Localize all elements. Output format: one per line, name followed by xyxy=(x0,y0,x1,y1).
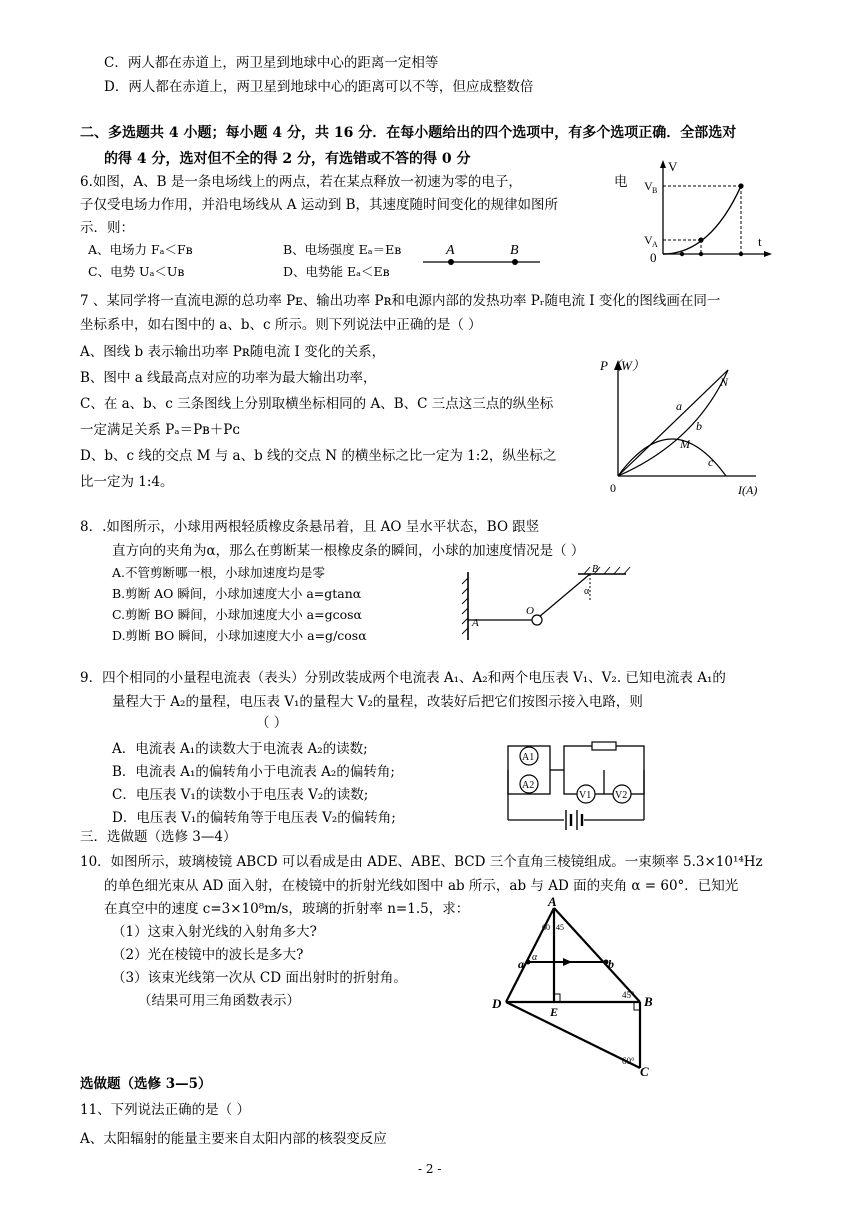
q7-option-d-line1: D、b、c 线的交点 M 与 a、b 线的交点 N 的横坐标之比一定为 1:2，纵坐标之 xyxy=(80,448,557,464)
q10-sub-3: （3）该束光线第一次从 CD 面出射时的折射角。 xyxy=(112,970,407,986)
origin-label: 0 xyxy=(650,250,657,265)
q9-stem-line2: 量程大于 A₂的量程，电压表 V₁的量程大 V₂的量程，改装好后把它们按图示接入电路，则 xyxy=(112,694,643,710)
label-b-8: B xyxy=(592,564,599,575)
velocity-curve xyxy=(663,186,741,254)
q10-sub-2: （2）光在棱镜中的波长是多大? xyxy=(112,947,304,963)
axis-label-p: P（W） xyxy=(600,358,645,373)
q8-option-b: B.剪断 AO 瞬间，小球加速度大小 a=gtanα xyxy=(112,586,362,601)
meter-a1-label: A1 xyxy=(522,752,535,763)
q6-stem-line1-end: 电 xyxy=(614,174,628,190)
vb-label: V xyxy=(644,179,653,193)
q7-option-c-line1: C、在 a、b、c 三条图线上分别取横坐标相同的 A、B、C 三点这三点的纵坐标 xyxy=(80,396,554,412)
point-b-label: b xyxy=(608,957,614,971)
label-c-7: c xyxy=(708,455,714,469)
point-a-vt xyxy=(698,237,703,242)
section2-heading-line1: 二、多选题共 4 小题；每小题 4 分，共 16 分．在每小题给出的四个选项中，有多个选项正确．全部选对 xyxy=(80,125,737,141)
angle-60-c: 60° xyxy=(622,1056,635,1066)
ray-arrow xyxy=(563,958,572,966)
point-b xyxy=(512,259,518,265)
vertex-c: C xyxy=(640,1064,649,1079)
t-tick-3 xyxy=(739,252,743,256)
label-a-8: A xyxy=(472,617,479,629)
t-tick-2 xyxy=(699,252,703,256)
q7-option-c-line2: 一定满足关系 Pₐ＝Pʙ＋Pᴄ xyxy=(80,422,240,438)
q7-option-d-line2: 比一定为 1:4。 xyxy=(80,474,174,490)
edge-dc xyxy=(506,1002,640,1068)
q7-option-a: A、图线 b 表示输出功率 Pʀ随电流 I 变化的关系， xyxy=(80,344,386,360)
q8-option-c: C.剪断 BO 瞬间，小球加速度大小 a=gcosα xyxy=(112,607,362,622)
angle-45-b: 45° xyxy=(622,990,635,1000)
q6-option-c: C、电势 Uₐ＜Uʙ xyxy=(88,264,185,279)
t-axis-arrow xyxy=(764,251,772,257)
q5-option-c: C．两人都在赤道上，两卫星到地球中心的距离一定相等 xyxy=(104,55,439,71)
vertex-a: A xyxy=(548,894,557,909)
q8-option-d: D.剪断 BO 瞬间，小球加速度大小 a=g/cosα xyxy=(112,628,367,643)
vertex-b: B xyxy=(644,994,653,1009)
q9-stem-line1: 9．四个相同的小量程电流表（表头）分别改装成两个电流表 A₁、A₂和两个电压表 V₁、V₂. 已知电流表 A₁的 xyxy=(80,670,726,686)
t-tick-1 xyxy=(680,252,684,256)
point-a-small xyxy=(526,960,531,965)
meter-a2-label: A2 xyxy=(522,780,535,791)
edge-ab xyxy=(554,908,640,1002)
section35-title: 选做题（选修 3—5） xyxy=(80,1076,212,1092)
point-a-label: a xyxy=(518,957,524,971)
q10-stem-line3: 在真空中的速度 c=3×10⁸m/s，玻璃的折射率 n=1.5，求： xyxy=(104,901,470,917)
va-label: V xyxy=(644,233,653,247)
q7-option-b: B、图中 a 线最高点对应的功率为最大输出功率， xyxy=(80,370,377,386)
meter-v2-label: V2 xyxy=(615,790,628,801)
label-alpha-8: α xyxy=(584,586,590,597)
page-number: - 2 - xyxy=(418,1162,442,1176)
angle-45-top: 45 xyxy=(556,923,564,932)
q8-rubber-band-figure xyxy=(460,562,630,644)
label-n: N xyxy=(720,375,729,389)
q9-circuit-diagram xyxy=(500,738,660,826)
q9-option-b: B．电流表 A₁的偏转角小于电流表 A₂的偏转角; xyxy=(112,764,395,780)
point-b-vt xyxy=(738,183,743,188)
q6-option-a: A、电场力 Fₐ＜Fʙ xyxy=(88,242,193,257)
q11-stem: 11、下列说法正确的是（ ） xyxy=(80,1102,250,1118)
q10-sub-1: （1）这束入射光线的入射角多大? xyxy=(112,924,317,940)
alpha-label: α xyxy=(532,952,538,963)
q7-stem-line1: 7 、某同学将一直流电源的总功率 Pᴇ、输出功率 Pʀ和电源内部的发热功率 Pᵣ随电流 I 变化的图线画在同一 xyxy=(80,293,721,309)
label-a: A xyxy=(446,243,455,258)
q9-option-a: A．电流表 A₁的读数大于电流表 A₂的读数; xyxy=(112,741,368,757)
q6-velocity-time-graph xyxy=(640,158,780,265)
q10-sub-note: （结果可用三角函数表示） xyxy=(138,993,300,1009)
q7-power-current-graph xyxy=(596,352,766,502)
band-bo xyxy=(539,574,590,617)
label-a-7: a xyxy=(676,399,682,413)
battery xyxy=(566,810,582,830)
label-m: M xyxy=(680,437,690,451)
vertex-e: E xyxy=(550,1005,559,1019)
q9-option-d: D．电压表 V₁的偏转角等于电压表 V₂的偏转角; xyxy=(112,810,396,826)
meter-v1-label: V1 xyxy=(579,790,592,801)
label-b: B xyxy=(510,243,519,258)
q9-answer-paren: （ ） xyxy=(256,715,288,731)
q6-stem-line1: 6.如图，A、B 是一条电场线上的两点，若在某点释放一初速为零的电子， xyxy=(80,174,522,190)
v-axis-arrow xyxy=(660,160,666,168)
q10-prism-figure xyxy=(490,894,670,1079)
label-b-7: b xyxy=(696,419,702,433)
axis-label-i: I(A) xyxy=(738,483,758,497)
point-a xyxy=(448,259,454,265)
q6-option-b: B、电场强度 Eₐ＝Eʙ xyxy=(283,242,402,257)
q5-option-d: D．两人都在赤道上，两卫星到地球中心的距离可以不等，但应成整数倍 xyxy=(104,79,534,95)
ceiling-hatch xyxy=(584,567,630,574)
origin-label-7: 0 xyxy=(610,481,616,495)
q10-stem-line2: 的单色细光束从 AD 面入射，在棱镜中的折射光线如图中 ab 所示，ab 与 AD 面的夹角 α = 60°．已知光 xyxy=(104,878,739,894)
label-o-8: O xyxy=(526,605,534,617)
q6-option-d: D、电势能 Eₐ＜Eʙ xyxy=(283,264,390,279)
q11-option-a: A、太阳辐射的能量主要来自太阳内部的核裂变反应 xyxy=(80,1131,387,1147)
axis-label-t: t xyxy=(758,234,762,249)
q8-stem-line2: 直方向的夹角为α，那么在剪断某一根橡皮条的瞬间，小球的加速度情况是（ ） xyxy=(112,543,585,559)
q6-stem-line2: 子仅受电场力作用，并沿电场线从 A 运动到 B，其速度随时间变化的规律如图所 xyxy=(80,197,559,213)
axis-label-v: V xyxy=(668,159,678,174)
q10-stem-line1: 10．如图所示，玻璃棱镜 ABCD 可以看成是由 ADE、ABE、BCD 三个直角三棱镜组成。一束频率 5.3×10¹⁴Hz xyxy=(80,854,763,870)
q6-stem-line3: 示．则： xyxy=(80,220,134,236)
va-sub: A xyxy=(652,240,658,249)
vertex-d: D xyxy=(492,996,502,1011)
q7-stem-line2: 坐标系中，如右图中的 a、b、c 所示。则下列说法中正确的是（ ） xyxy=(80,317,482,333)
q8-option-a: A.不管剪断哪一根，小球加速度均是零 xyxy=(112,565,326,580)
q6-field-line-figure xyxy=(420,240,545,270)
section3-title: 三．选做题（选修 3—4） xyxy=(80,829,237,845)
section2-heading-line2: 的得 4 分，选对但不全的得 2 分，有选错或不答的得 0 分 xyxy=(104,151,471,167)
angle-60-top: 60 xyxy=(542,923,550,932)
resistor xyxy=(592,742,616,750)
vb-sub: B xyxy=(652,186,658,195)
wall-hatch xyxy=(462,578,468,634)
q8-stem-line1: 8．.如图所示，小球用两根轻质橡皮条悬吊着，且 AO 呈水平状态，BO 跟竖 xyxy=(80,519,540,535)
q9-option-c: C．电压表 V₁的读数小于电压表 V₂的读数; xyxy=(112,787,369,803)
